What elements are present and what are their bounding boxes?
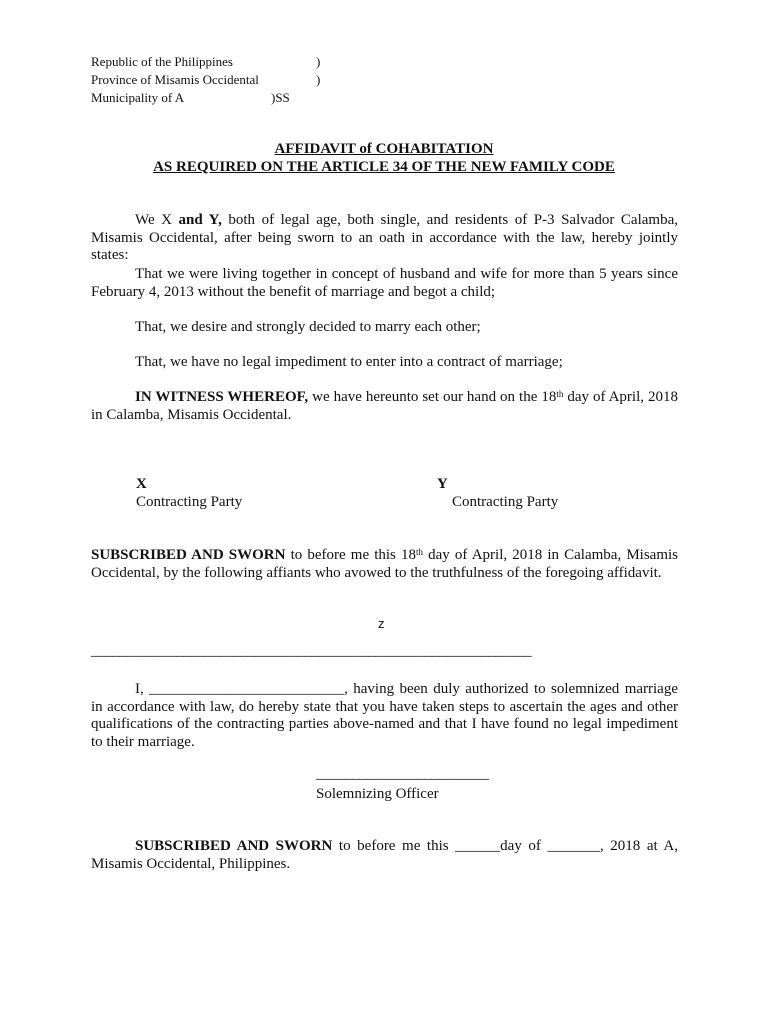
notary-mark: z bbox=[378, 616, 385, 631]
witness-heading: IN WITNESS WHEREOF, bbox=[135, 389, 309, 405]
intro-we: We X bbox=[135, 212, 179, 228]
officer-signature-label: Solemnizing Officer bbox=[316, 786, 439, 802]
venue-paren-ss: )SS bbox=[271, 90, 290, 105]
sworn-1-part1: to before me this 18 bbox=[285, 547, 417, 563]
statement-1-text: That we were living together in concept of husband and wife for more than 5 years since February 4, 2013 without the benefit of marriage and begot a child; bbox=[91, 266, 678, 300]
sworn-1-heading: SUBSCRIBED AND SWORN bbox=[91, 547, 286, 563]
sworn-1-part2: day of April, 2018 in Calamba, Misamis Occidental, by the following affiants who avowed to the truthfulness of the foregoing affidavit. bbox=[91, 547, 678, 581]
party-y-role: Contracting Party bbox=[452, 494, 559, 510]
officer-statement-text: I, __________________________, having been duly authorized to solemnized marriage in accordance with law, do hereby state that you have taken steps to ascertain the ages and other qualifications of the contracting parties above-named and that I have found no legal impediment to their marriage. bbox=[91, 681, 678, 750]
party-y-name: Y bbox=[437, 476, 448, 492]
statement-2-text: That, we desire and strongly decided to marry each other; bbox=[135, 319, 481, 335]
witness-part1: we have hereunto set our hand on the 18 bbox=[308, 389, 557, 405]
witness-part2: day of April, 2018 in Calamba, Misamis Occidental. bbox=[91, 389, 678, 423]
officer-signature-line: ________________________ bbox=[316, 766, 489, 782]
venue-paren-2: ) bbox=[316, 72, 321, 87]
statement-3-text: That, we have no legal impediment to enter into a contract of marriage; bbox=[135, 354, 563, 370]
witness-paragraph bbox=[91, 389, 678, 424]
venue-line-municipality: Municipality of A bbox=[91, 90, 185, 105]
intro-rest: both of legal age, both single, and residents of P-3 Salvador Calamba, Misamis Occidental, after being sworn to an oath in accordance with the law, hereby jointly states: bbox=[91, 212, 678, 263]
party-x-name: X bbox=[136, 476, 147, 492]
venue-line-province: Province of Misamis Occidental bbox=[91, 72, 259, 87]
witness-sup: th bbox=[556, 389, 564, 399]
sworn-1-sup: th bbox=[416, 547, 424, 557]
document-title: AFFIDAVIT of COHABITATION bbox=[274, 141, 494, 157]
sworn-2-text: to before me this ______day of _______, 2018 at A, Misamis Occidental, Philippines. bbox=[91, 838, 678, 872]
statement-no-impediment bbox=[91, 354, 678, 372]
document-subtitle: AS REQUIRED ON THE ARTICLE 34 OF THE NEW FAMILY CODE bbox=[153, 159, 615, 175]
sworn-2-heading: SUBSCRIBED AND SWORN bbox=[135, 838, 333, 854]
statement-cohabitation bbox=[91, 266, 678, 301]
sworn-paragraph-2 bbox=[91, 838, 678, 873]
intro-and-y: and Y, bbox=[178, 212, 222, 228]
intro-paragraph bbox=[91, 212, 678, 265]
notary-signature-line: ______________________________________________________________ bbox=[91, 643, 532, 659]
venue-paren-1: ) bbox=[316, 54, 321, 69]
venue-line-republic: Republic of the Philippines bbox=[91, 54, 233, 69]
officer-statement bbox=[91, 681, 678, 751]
sworn-paragraph-1 bbox=[91, 547, 678, 582]
party-x-role: Contracting Party bbox=[136, 494, 243, 510]
statement-marry bbox=[91, 319, 678, 337]
